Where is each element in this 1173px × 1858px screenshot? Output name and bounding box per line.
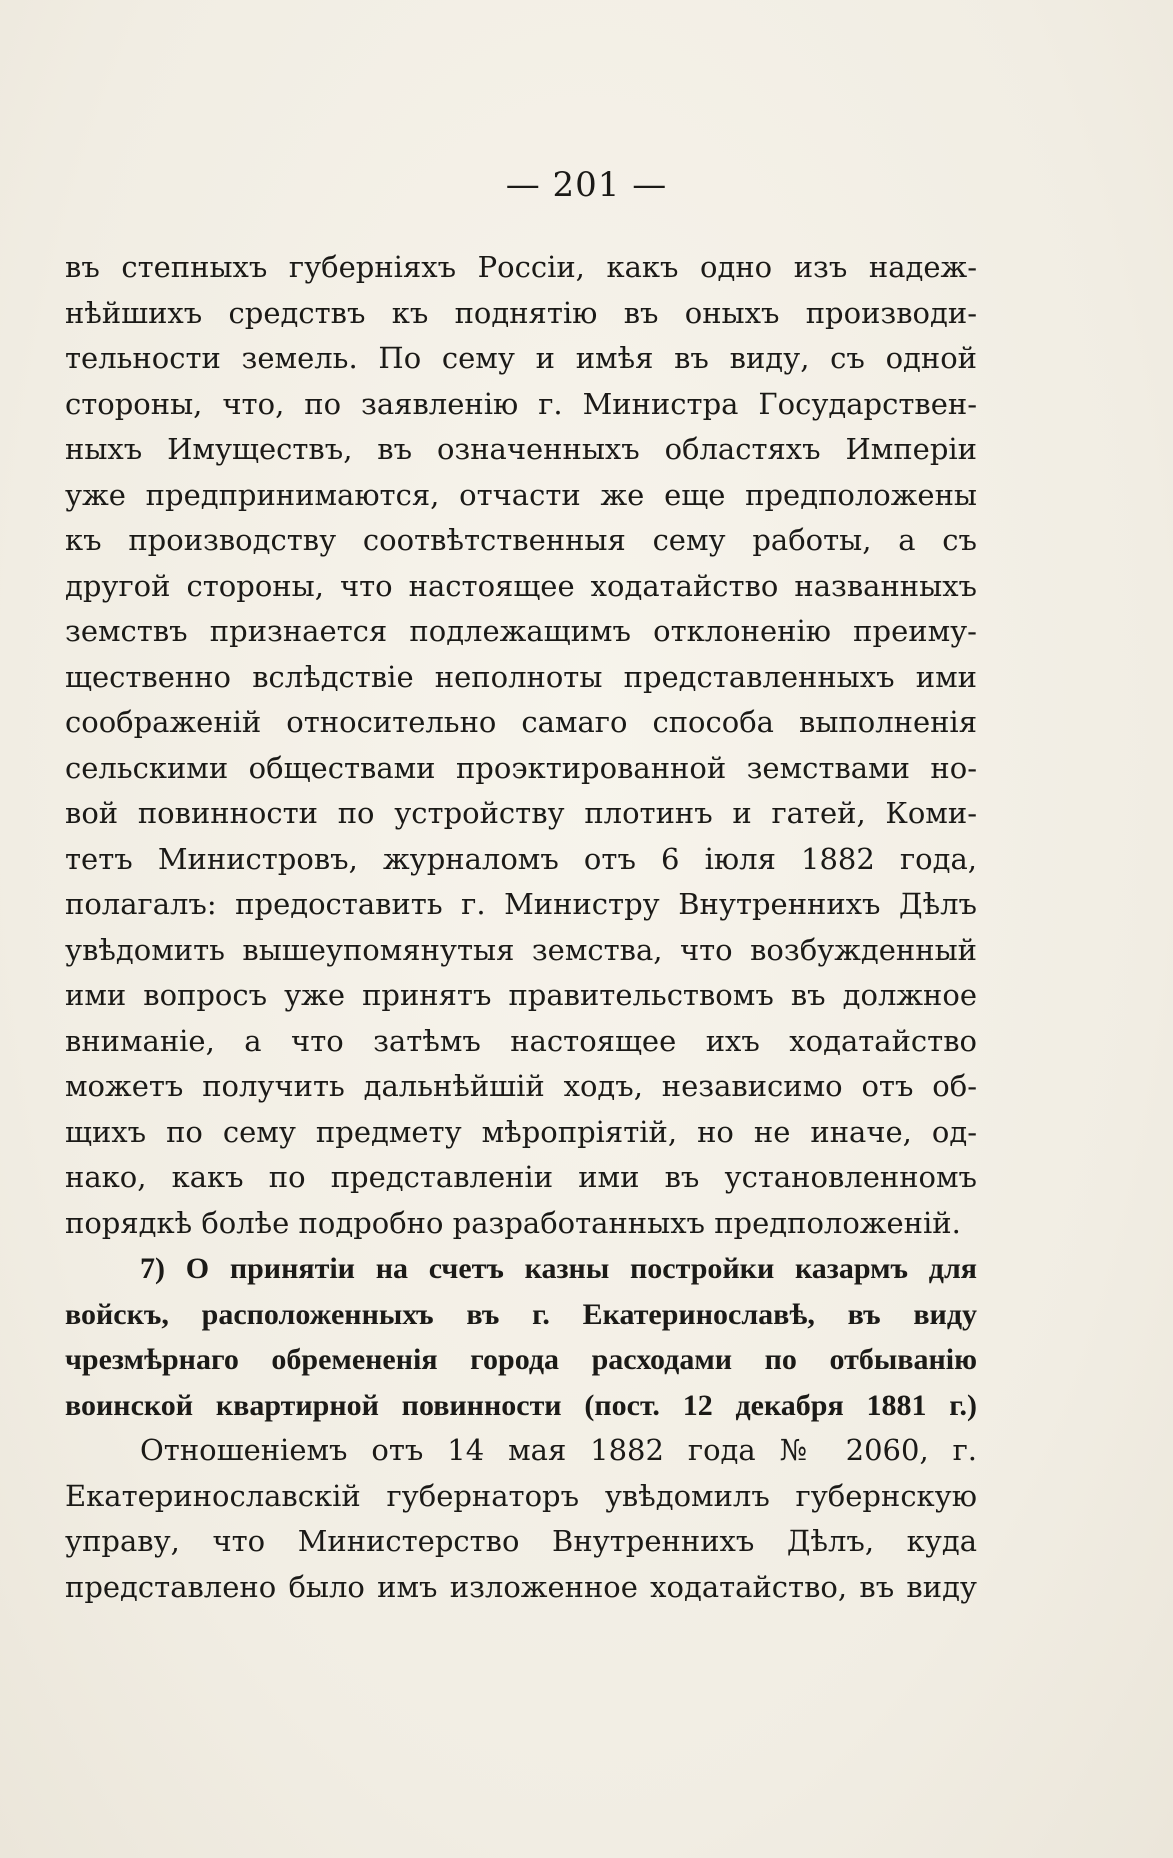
text-line: ныхъ Имуществъ, въ означенныхъ областяхъ Имперіи bbox=[65, 432, 977, 466]
text-line: стороны, что, по заявленію г. Министра Государствен- bbox=[65, 386, 977, 421]
text-line: нѣйшихъ средствъ къ поднятію въ оныхъ производи- bbox=[65, 295, 977, 330]
text-line: къ производству соотвѣтственныя сему работы, а съ bbox=[65, 523, 977, 557]
page-number: — 201 — bbox=[505, 165, 668, 205]
text-line: другой стороны, что настоящее ходатайство названныхъ bbox=[65, 568, 977, 603]
text-line: соображеній относительно самаго способа выполненія bbox=[65, 705, 977, 739]
text-line: уже предпринимаются, отчасти же еще предположены bbox=[65, 477, 977, 512]
text-line: порядкѣ болѣе подробно разработанныхъ предположеній. bbox=[65, 1205, 961, 1240]
text-line: Екатеринославскій губернаторъ увѣдомилъ губернскую bbox=[65, 1478, 977, 1513]
text-line: чрезмѣрнаго обремененія города расходами по отбыванію bbox=[65, 1343, 977, 1376]
text-line: войскъ, расположенныхъ въ г. Екатеринославѣ, въ виду bbox=[65, 1297, 977, 1331]
text-line: 7) О принятіи на счетъ казны постройки казармъ для bbox=[140, 1252, 977, 1285]
text-line: полагалъ: предоставить г. Министру Внутреннихъ Дѣлъ bbox=[65, 887, 977, 921]
text-line: въ степныхъ губерніяхъ Россіи, какъ одно изъ надеж- bbox=[65, 250, 977, 284]
text-line: сельскими обществами проэктированной земствами но- bbox=[65, 750, 977, 785]
text-line: щихъ по сему предмету мѣропріятій, но не иначе, од- bbox=[65, 1114, 977, 1149]
text-line: вниманіе, а что затѣмъ настоящее ихъ ходатайство bbox=[65, 1023, 977, 1058]
body-text bbox=[65, 245, 977, 1610]
text-line: тетъ Министровъ, журналомъ отъ 6 іюля 1882 года, bbox=[65, 841, 977, 876]
text-line: управу, что Министерство Внутреннихъ Дѣлъ, куда bbox=[65, 1524, 977, 1558]
text-line: тельности земель. По сему и имѣя въ виду, съ одной bbox=[65, 341, 977, 375]
text-line: нако, какъ по представленіи ими въ установленномъ bbox=[65, 1160, 977, 1194]
text-line: щественно вслѣдствіе неполноты представленныхъ ими bbox=[65, 659, 977, 694]
text-line: можетъ получить дальнѣйшій ходъ, независимо отъ об- bbox=[65, 1069, 977, 1103]
text-line: увѣдомить вышеупомянутыя земства, что возбужденный bbox=[65, 932, 977, 967]
text-line: воинской квартирной повинности (пост. 12 декабря 1881 г.) bbox=[65, 1388, 977, 1422]
text-line: ими вопросъ уже принятъ правительствомъ въ должное bbox=[65, 978, 977, 1012]
text-line: вой повинности по устройству плотинъ и гатей, Коми- bbox=[65, 796, 977, 830]
text-line: Отношеніемъ отъ 14 мая 1882 года № 2060, г. bbox=[140, 1433, 977, 1467]
text-line: земствъ признается подлежащимъ отклоненію преиму- bbox=[65, 614, 977, 648]
text-line: представлено было имъ изложенное ходатайство, въ виду bbox=[65, 1569, 977, 1604]
